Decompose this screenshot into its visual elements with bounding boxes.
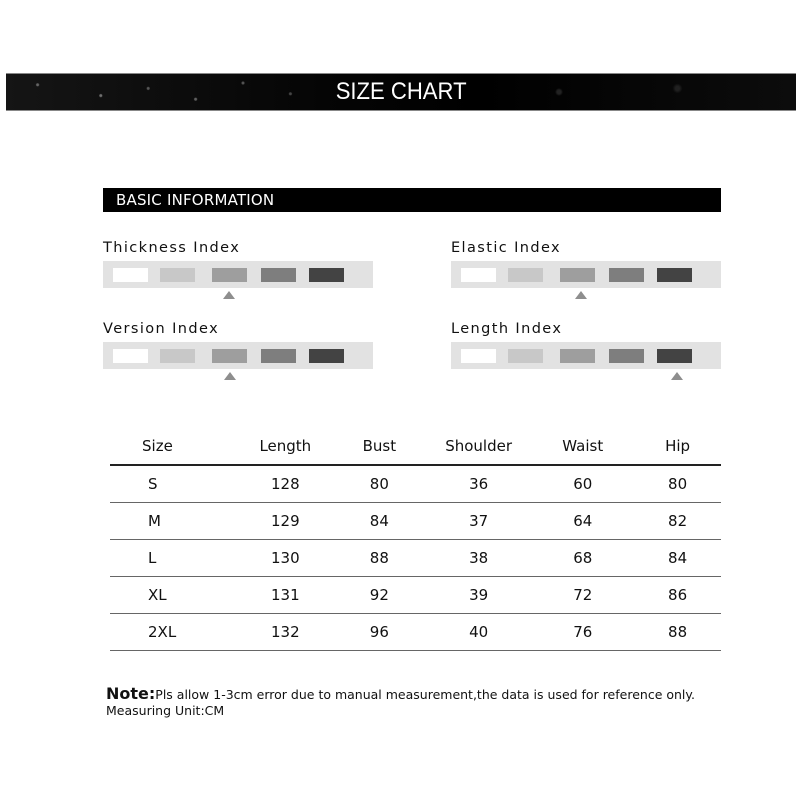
size-table [110, 428, 721, 651]
scale-swatch-2 [160, 268, 195, 282]
scale-swatch-1 [461, 349, 496, 363]
index-label: Thickness Index [103, 240, 241, 256]
pointer-triangle-icon [224, 372, 236, 380]
cell-waist: 60 [531, 465, 634, 503]
cell-size: S [110, 465, 238, 503]
index-label: Length Index [451, 321, 563, 337]
cell-shoulder: 40 [426, 614, 532, 651]
cell-waist: 64 [531, 503, 634, 540]
measuring-unit: Measuring Unit:CM [106, 703, 225, 718]
index-scale [103, 261, 373, 288]
measurement-note [106, 686, 695, 719]
scale-swatch-4 [609, 349, 644, 363]
note-label: Note [106, 684, 149, 703]
banner-title: SIZE CHART [335, 78, 467, 105]
cell-length: 131 [238, 577, 333, 614]
index-scale [451, 261, 721, 288]
cell-hip: 82 [634, 503, 721, 540]
pointer-triangle-icon [671, 372, 683, 380]
index-scale [451, 342, 721, 369]
cell-waist: 72 [531, 577, 634, 614]
cell-shoulder: 36 [426, 465, 532, 503]
pointer-triangle-icon [575, 291, 587, 299]
table-row [110, 577, 721, 614]
scale-swatch-5 [309, 349, 344, 363]
cell-bust: 84 [333, 503, 426, 540]
table-row [110, 614, 721, 651]
cell-hip: 88 [634, 614, 721, 651]
cell-length: 129 [238, 503, 333, 540]
scale-swatch-3 [560, 268, 595, 282]
header-bust: Bust [333, 428, 426, 465]
basic-information-header [103, 188, 721, 212]
cell-size: XL [110, 577, 238, 614]
note-separator: : [148, 684, 156, 703]
cell-shoulder: 39 [426, 577, 532, 614]
index-label: Elastic Index [451, 240, 562, 256]
scale-swatch-3 [212, 268, 247, 282]
table-row [110, 540, 721, 577]
length-index [451, 320, 721, 369]
cell-waist: 76 [531, 614, 634, 651]
scale-swatch-1 [113, 349, 148, 363]
cell-length: 130 [238, 540, 333, 577]
scale-swatch-2 [508, 268, 543, 282]
scale-swatch-3 [212, 349, 247, 363]
cell-shoulder: 38 [426, 540, 532, 577]
cell-size: L [110, 540, 238, 577]
thickness-index [103, 239, 373, 288]
scale-swatch-5 [657, 268, 692, 282]
note-text: Pls allow 1-3cm error due to manual measurement,the data is used for reference only. [155, 687, 695, 702]
table-header-row [110, 428, 721, 465]
cell-hip: 86 [634, 577, 721, 614]
cell-length: 128 [238, 465, 333, 503]
cell-hip: 84 [634, 540, 721, 577]
index-scale [103, 342, 373, 369]
table-row [110, 465, 721, 503]
table-row [110, 503, 721, 540]
scale-swatch-1 [461, 268, 496, 282]
scale-swatch-3 [560, 349, 595, 363]
cell-hip: 80 [634, 465, 721, 503]
scale-swatch-5 [657, 349, 692, 363]
pointer-triangle-icon [223, 291, 235, 299]
cell-waist: 68 [531, 540, 634, 577]
cell-size: 2XL [110, 614, 238, 651]
scale-swatch-5 [309, 268, 344, 282]
header-length: Length [238, 428, 333, 465]
header-waist: Waist [531, 428, 634, 465]
header-hip: Hip [634, 428, 721, 465]
scale-swatch-4 [609, 268, 644, 282]
version-index [103, 320, 373, 369]
header-size: Size [110, 428, 238, 465]
size-chart-banner [6, 73, 796, 111]
index-label: Version Index [103, 321, 220, 337]
scale-swatch-4 [261, 349, 296, 363]
cell-size: M [110, 503, 238, 540]
cell-shoulder: 37 [426, 503, 532, 540]
scale-swatch-2 [508, 349, 543, 363]
scale-swatch-1 [113, 268, 148, 282]
note-line [106, 686, 695, 703]
cell-length: 132 [238, 614, 333, 651]
scale-swatch-2 [160, 349, 195, 363]
cell-bust: 80 [333, 465, 426, 503]
section-title: BASIC INFORMATION [116, 191, 275, 209]
header-shoulder: Shoulder [426, 428, 532, 465]
elastic-index [451, 239, 721, 288]
cell-bust: 92 [333, 577, 426, 614]
cell-bust: 96 [333, 614, 426, 651]
cell-bust: 88 [333, 540, 426, 577]
scale-swatch-4 [261, 268, 296, 282]
